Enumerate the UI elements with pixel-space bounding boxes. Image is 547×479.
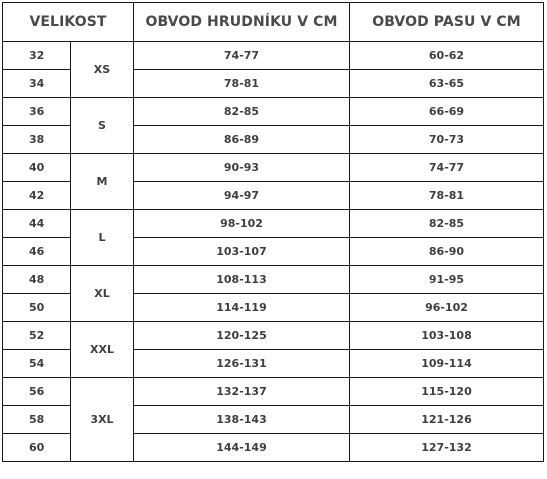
size-label-cell: XXL	[71, 322, 134, 378]
table-row	[3, 210, 544, 238]
size-number-cell: 58	[3, 406, 71, 434]
size-number-cell: 54	[3, 350, 71, 378]
waist-range-cell: 70-73	[350, 126, 544, 154]
table-row	[3, 266, 544, 294]
chest-range-cell: 138-143	[134, 406, 350, 434]
waist-range-cell: 91-95	[350, 266, 544, 294]
chest-range-cell: 94-97	[134, 182, 350, 210]
size-label-cell: XL	[71, 266, 134, 322]
size-number-cell: 46	[3, 238, 71, 266]
size-label-cell: 3XL	[71, 378, 134, 462]
waist-range-cell: 103-108	[350, 322, 544, 350]
header-chest: OBVOD HRUDNÍKU V CM	[134, 3, 350, 42]
chest-range-cell: 78-81	[134, 70, 350, 98]
chest-range-cell: 82-85	[134, 98, 350, 126]
table-body	[3, 42, 544, 462]
table-header	[3, 3, 544, 42]
chest-range-cell: 144-149	[134, 434, 350, 462]
waist-range-cell: 63-65	[350, 70, 544, 98]
size-number-cell: 50	[3, 294, 71, 322]
waist-range-cell: 66-69	[350, 98, 544, 126]
size-label-cell: XS	[71, 42, 134, 98]
size-number-cell: 38	[3, 126, 71, 154]
header-size: VELIKOST	[3, 3, 134, 42]
size-number-cell: 52	[3, 322, 71, 350]
waist-range-cell: 82-85	[350, 210, 544, 238]
size-number-cell: 60	[3, 434, 71, 462]
waist-range-cell: 60-62	[350, 42, 544, 70]
size-number-cell: 36	[3, 98, 71, 126]
size-number-cell: 40	[3, 154, 71, 182]
size-label-cell: M	[71, 154, 134, 210]
table-row	[3, 42, 544, 70]
table-row	[3, 98, 544, 126]
size-number-cell: 56	[3, 378, 71, 406]
waist-range-cell: 74-77	[350, 154, 544, 182]
chest-range-cell: 98-102	[134, 210, 350, 238]
table-row	[3, 378, 544, 406]
size-chart-table	[2, 2, 544, 462]
waist-range-cell: 109-114	[350, 350, 544, 378]
size-number-cell: 32	[3, 42, 71, 70]
chest-range-cell: 120-125	[134, 322, 350, 350]
chest-range-cell: 74-77	[134, 42, 350, 70]
waist-range-cell: 86-90	[350, 238, 544, 266]
waist-range-cell: 127-132	[350, 434, 544, 462]
table-row	[3, 154, 544, 182]
chest-range-cell: 86-89	[134, 126, 350, 154]
chest-range-cell: 114-119	[134, 294, 350, 322]
waist-range-cell: 115-120	[350, 378, 544, 406]
chest-range-cell: 90-93	[134, 154, 350, 182]
chest-range-cell: 103-107	[134, 238, 350, 266]
waist-range-cell: 121-126	[350, 406, 544, 434]
header-waist: OBVOD PASU V CM	[350, 3, 544, 42]
size-number-cell: 44	[3, 210, 71, 238]
table-row	[3, 322, 544, 350]
size-label-cell: L	[71, 210, 134, 266]
size-label-cell: S	[71, 98, 134, 154]
chest-range-cell: 126-131	[134, 350, 350, 378]
chest-range-cell: 108-113	[134, 266, 350, 294]
header-row	[3, 3, 544, 42]
size-number-cell: 48	[3, 266, 71, 294]
waist-range-cell: 78-81	[350, 182, 544, 210]
size-number-cell: 34	[3, 70, 71, 98]
size-number-cell: 42	[3, 182, 71, 210]
waist-range-cell: 96-102	[350, 294, 544, 322]
chest-range-cell: 132-137	[134, 378, 350, 406]
